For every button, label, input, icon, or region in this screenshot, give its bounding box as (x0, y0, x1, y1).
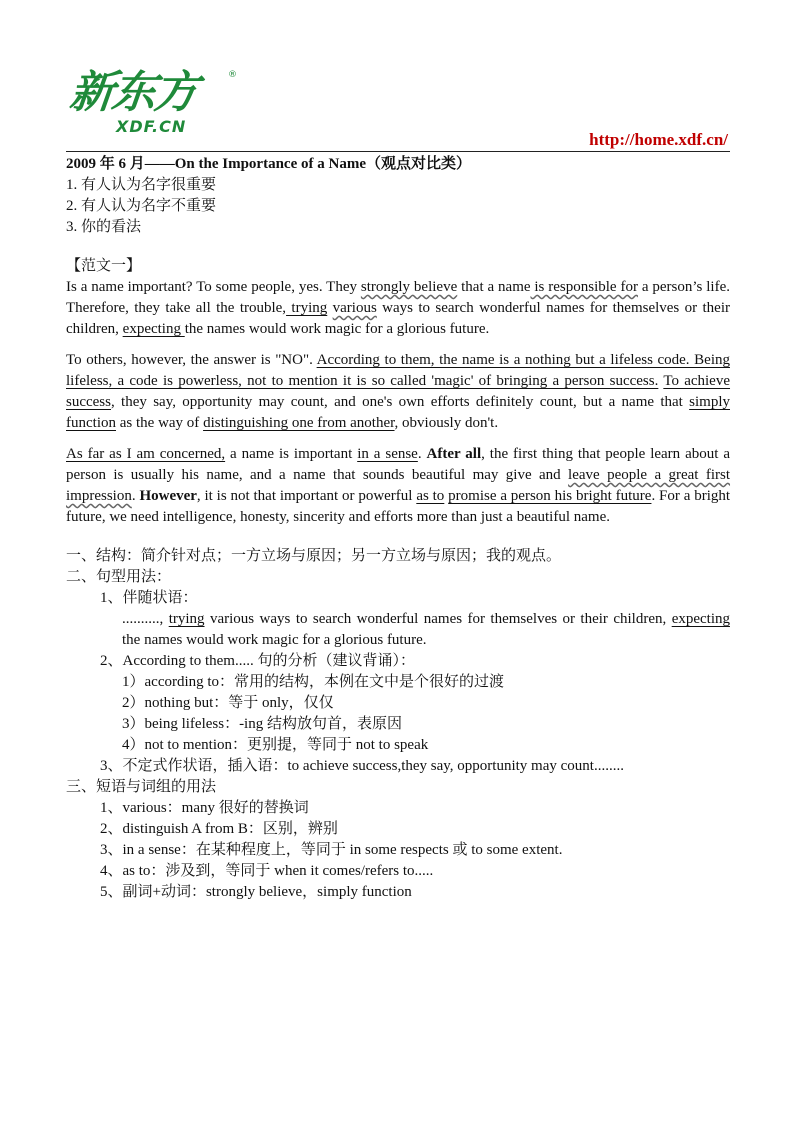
registered-mark: ® (228, 70, 237, 80)
notes-phrases-heading: 三、短语与词组的用法 (66, 779, 217, 795)
logo-english-text: XDF.CN (116, 117, 187, 136)
notes-according-item-3: 3）being lifeless：-ing 结构放句首，表原因 (122, 716, 402, 732)
notes-according-item-1: 1）according to：常用的结构，本例在文中是个很好的过渡 (122, 674, 505, 690)
site-url-link[interactable]: http://home.xdf.cn/ (589, 130, 728, 149)
sample-label: 【范文一】 (66, 258, 142, 274)
logo-chinese-text: 新东方 (67, 67, 199, 118)
doc-title: 2009 年 6 月——On the Importance of a Name（观点对比类） (66, 156, 471, 172)
notes-phrase-2: 2、distinguish A from B：区别，辨别 (100, 821, 338, 837)
header-divider (66, 151, 730, 152)
notes-structure: 一、结构：简介针对点；一方立场与原因；另一方立场与原因；我的观点。 (66, 548, 562, 564)
notes-phrase-5: 5、副词+动词：strongly believe，simply function (100, 884, 412, 900)
notes-according-item-4: 4）not to mention：更别提，等同于 not to speak (122, 737, 429, 753)
paragraph-3: As far as I am concerned, a name is important in a sense. After all, the first thing that people learn about a person is usually his name, and a name that sounds beautiful may give and leave people a great first impression. However, it is not that important or powerful as to promise a person his bright future. For a bright future, we need intelligence, honesty, sincerity and efforts more than just a beautiful name. (66, 446, 731, 525)
notes-adverbial-example: .........., trying various ways to search wonderful names for themselves or their children, expecting the names would work magic for a glorious future. (122, 611, 730, 648)
outline-item-3: 3. 你的看法 (66, 219, 142, 235)
document-body (66, 154, 730, 903)
notes-adverbial: 1、伴随状语： (100, 590, 198, 606)
paragraph-2: To others, however, the answer is "NO". According to them, the name is a nothing but a lifeless code. Being lifeless, a code is powerless, not to mention it is so called 'magic' of bringing a person success. To achieve success, they say, opportunity may count, and one's own efforts definitely count, but a name that simply function as the way of distinguishing one from another, obviously don't. (66, 352, 731, 431)
notes-phrase-1: 1、various：many 很好的替换词 (100, 800, 309, 816)
notes-infinitive: 3、不定式作状语，插入语：to achieve success,they say, opportunity may count........ (100, 758, 624, 774)
outline-item-2: 2. 有人认为名字不重要 (66, 198, 217, 214)
notes-according-item-2: 2）nothing but：等于 only，仅仅 (122, 695, 334, 711)
notes-phrase-4: 4、as to：涉及到，等同于 when it comes/refers to..... (100, 863, 434, 879)
xdf-logo (67, 67, 240, 138)
notes-sentence-heading: 二、句型用法： (66, 569, 172, 585)
paragraph-1: Is a name important? To some people, yes. They strongly believe that a name is responsible for a person’s life. Therefore, they take all the trouble, trying various ways to search wonderful names for themselves or their children, expecting the names would work magic for a glorious future. (66, 279, 730, 337)
outline-item-1: 1. 有人认为名字很重要 (66, 177, 217, 193)
notes-phrase-3: 3、in a sense：在某种程度上，等同于 in some respects 或 to some extent. (100, 842, 563, 858)
notes-according-to: 2、According to them..... 句的分析（建议背诵）： (100, 653, 415, 669)
